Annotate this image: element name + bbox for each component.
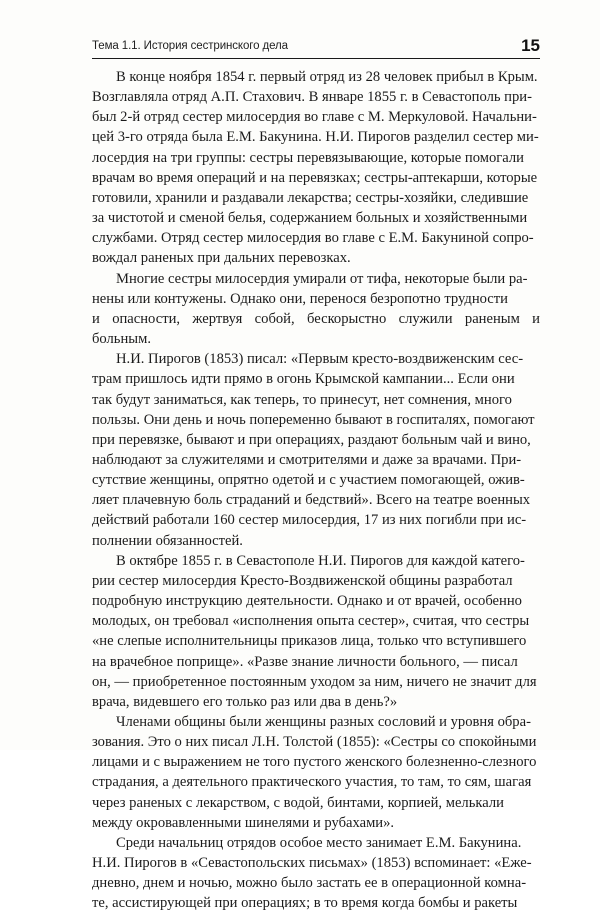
paragraph-typhus: Многие сестры милосердия умирали от тифа, некоторые были ра- нены или контужены. Однако они, перенося безропотно трудности и опасности, жертвуя собой, бескорыстно служили раненым и больным. bbox=[92, 270, 540, 348]
paragraph-bakunina: Среди начальниц отрядов особое место занимает Е.М. Бакунина. Н.И. Пирогов в «Севастопольских письмах» (1853) вспоминает: «Еже- дневно, днем и ночью, можно было застать ее в операционной комна- те, ассистирующей при операциях; в то время когда бомбы и ракеты bbox=[92, 834, 532, 912]
paragraph-tolstoy-quote: Членами общины были женщины разных сословий и уровня обра- зования. Это о них писал Л.Н. Толстой (1855): «Сестры со спокойными лицами и с выражением не того пустого женского болезненно-слезного страдания, а деятельного практического участия, то там, то сям, шагая через раненых с лекарством, с водой, бинтами, корпией, мелькали между окровавленными шинелями и рубахами». bbox=[92, 714, 537, 831]
paragraph-instruction: В октябре 1855 г. в Севастополе Н.И. Пирогов для каждой катего- рии сестер милосердия Кресто-Воздвиженской общины разработал подробную инструкцию деятельности. Однако и от врачей, особенно молодых, он требовал «исполнения опыта сестер», считая, что сестры «не слепые исполнительницы приказов лица, только что вступившего на врачебное поприще». «Разве знание личности больного, — писал он, — приобретенное постоянным уходом за ним, ничего не значит для врача, видевшего его только раз или два в день?» bbox=[92, 552, 537, 710]
running-header bbox=[92, 38, 540, 59]
paragraph-pirogov-quote: Н.И. Пирогов (1853) писал: «Первым кресто-воздвиженским сес- трам пришлось идти прямо в огонь Крымской кампании... Если они так будут заниматься, как теперь, то принесут, нет сомнения, много пользы. Они день и ночь попеременно бывают в госпиталях, помогают при перевязке, бывают и при операциях, раздают больным чай и вино, наблюдают за служителями и смотрителями и даже за врачами. При- сутствие женщины, опрятно одетой и с участием помогающей, ожив- ляет плачевную боль страданий и бедствий». Всего на театре военных действий работали 160 сестер милосердия, 17 из них погибли при ис- полнении обязанностей. bbox=[92, 351, 535, 549]
paragraph-first-detachment: В конце ноября 1854 г. первый отряд из 28 человек прибыл в Крым. Возглавляла отряд А.П. Стахович. В январе 1855 г. в Севастополь при- был 2-й отряд сестер милосердия во главе с М. Меркуловой. Начальни- цей 3-го отряда была Е.М. Бакунина. Н.И. Пирогов разделил сестер ми- лосердия на три группы: сестры перевязывающие, которые помогали врачам во время операций и на перевязках; сестры-аптекарши, которые готовили, хранили и раздавали лекарства; сестры-хозяйки, следившие за чистотой и сменой белья, содержанием больных и хозяйственными службами. Отряд сестер милосердия во главе с Е.М. Бакуниной сопро- вождал раненых при дальних перевозках. bbox=[92, 69, 539, 267]
page-number: 15 bbox=[521, 36, 540, 55]
body-text bbox=[92, 67, 540, 914]
running-title: Тема 1.1. История сестринского дела bbox=[92, 40, 288, 52]
